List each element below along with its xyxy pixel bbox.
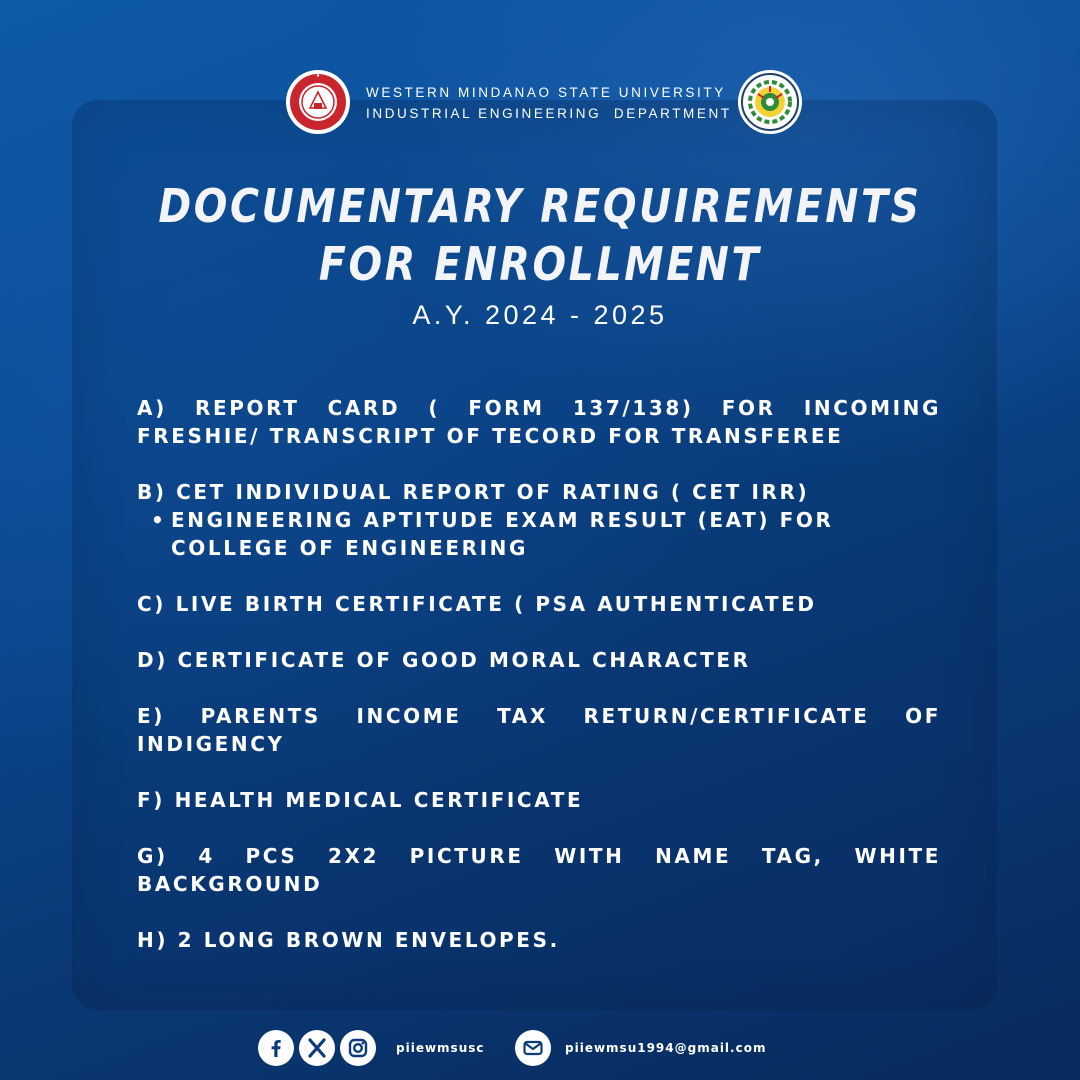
- wmsu-seal-icon: [286, 70, 350, 134]
- requirements-list: [137, 394, 941, 982]
- academic-year: A.Y. 2024 - 2025: [412, 300, 668, 330]
- organization-name: [366, 82, 736, 124]
- requirement-item-b-text: B) CET INDIVIDUAL REPORT OF RATING ( CET IRR): [137, 480, 810, 504]
- mail-icon[interactable]: [515, 1030, 551, 1066]
- x-icon[interactable]: [299, 1030, 335, 1066]
- requirement-subitem-text: ENGINEERING APTITUDE EXAM RESULT (EAT) FOR COLLEGE OF ENGINEERING: [171, 508, 834, 560]
- header: [286, 70, 806, 134]
- email-address[interactable]: piiewmsu1994@gmail.com: [565, 1041, 767, 1055]
- instagram-icon[interactable]: [340, 1030, 376, 1066]
- requirement-item-d: D) CERTIFICATE OF GOOD MORAL CHARACTER: [137, 648, 751, 672]
- requirement-item-c: C) LIVE BIRTH CERTIFICATE ( PSA AUTHENTICATED: [137, 592, 817, 616]
- title-line-1: DOCUMENTARY REQUIREMENTS: [158, 179, 922, 233]
- requirement-item-a: A) REPORT CARD ( FORM 137/138) FOR INCOMING FRESHIE/ TRANSCRIPT OF TECORD FOR TRANSFEREE: [137, 396, 941, 448]
- bullet-icon: •: [151, 508, 167, 532]
- facebook-icon[interactable]: [258, 1030, 294, 1066]
- university-name: WESTERN MINDANAO STATE UNIVERSITY: [366, 85, 726, 100]
- footer: [258, 1030, 818, 1068]
- department-name: INDUSTRIAL ENGINEERING DEPARTMENT: [366, 106, 732, 121]
- requirement-item-h: H) 2 LONG BROWN ENVELOPES.: [137, 928, 560, 952]
- requirement-item-e: E) PARENTS INCOME TAX RETURN/CERTIFICATE OF INDIGENCY: [137, 704, 941, 756]
- requirement-item-b: [137, 478, 941, 562]
- requirement-item-f: F) HEALTH MEDICAL CERTIFICATE: [137, 788, 584, 812]
- title-line-2: FOR ENROLLMENT: [318, 237, 762, 291]
- requirement-subitem: [151, 506, 941, 562]
- social-handle[interactable]: piiewmsusc: [396, 1041, 485, 1055]
- requirement-item-g: G) 4 PCS 2X2 PICTURE WITH NAME TAG, WHITE BACKGROUND: [137, 844, 941, 896]
- industrial-engineering-gear-icon: [738, 70, 802, 134]
